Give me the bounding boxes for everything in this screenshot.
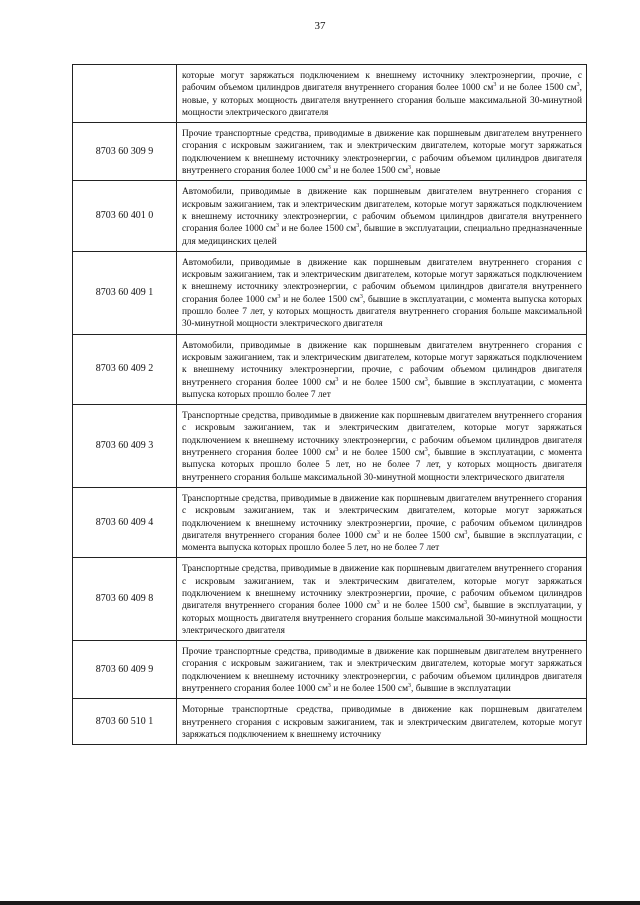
- table-row: [73, 558, 587, 641]
- description-cell: Автомобили, приводимые в движение как поршневым двигателем внутреннего сгорания с искровым зажиганием, так и электрическим двигателем, которые могут заряжаться подключением к внешнему источнику электроэнергии, с рабочим объемом цилиндров двигателя внутреннего сгорания более 1000 $см^3$ и не более 1500 $см^3$, бывшие в эксплуатации, с момента выпуска которых прошло более 7 лет, у которых мощность двигателя внутреннего сгорания больше максимальной 30-минутной мощности электрического двигателя: [177, 251, 587, 334]
- superscript: 3: [275, 223, 279, 230]
- code-cell: 8703 60 409 4: [73, 487, 177, 557]
- superscript: 3: [408, 682, 411, 689]
- code-cell: 8703 60 510 1: [73, 699, 177, 745]
- page-number: 37: [314, 20, 326, 32]
- superscript: 3: [424, 446, 428, 453]
- table-row: [73, 699, 587, 745]
- scan-edge-line: [0, 901, 640, 905]
- superscript: 3: [327, 682, 331, 689]
- tariff-code-table: [72, 64, 587, 745]
- table-row: [73, 65, 587, 123]
- superscript: 3: [327, 164, 331, 171]
- code-cell: 8703 60 409 2: [73, 334, 177, 404]
- code-cell: [73, 65, 177, 123]
- superscript: 3: [576, 82, 580, 89]
- code-cell: 8703 60 401 0: [73, 181, 177, 251]
- table-row: [73, 123, 587, 181]
- code-cell: 8703 60 409 3: [73, 405, 177, 488]
- code-cell: 8703 60 409 8: [73, 558, 177, 641]
- description-cell: Автомобили, приводимые в движение как поршневым двигателем внутреннего сгорания с искровым зажиганием, так и электрическим двигателем, которые могут заряжаться подключением к внешнему источнику электроэнергии, с рабочим объемом цилиндров двигателя внутреннего сгорания более 1000 $см^3$ и не более 1500 $см^3$, бывшие в эксплуатации, специально предназначенные для медицинских целей: [177, 181, 587, 251]
- description-cell: Автомобили, приводимые в движение как поршневым двигателем внутреннего сгорания с искровым зажиганием, так и электрическим двигателем, которые могут заряжаться подключением к внешнему источнику электроэнергии, прочие, с рабочим объемом цилиндров двигателя внутреннего сгорания более 1000 $см^3$ и не более 1500 $см^3$, бывшие в эксплуатации, с момента выпуска которых прошло более 7 лет: [177, 334, 587, 404]
- superscript: 3: [424, 376, 428, 383]
- description-cell: которые могут заряжаться подключением к внешнему источнику электроэнергии, прочие, с рабочим объемом цилиндров двигателя внутреннего сгорания более 1000 $см^3$ и не более 1500 $см^3$, новые, у которых мощность двигателя внутреннего сгорания больше максимальной 30-минутной мощности электрического двигателя: [177, 65, 587, 123]
- superscript: 3: [335, 376, 339, 383]
- code-cell: 8703 60 309 9: [73, 123, 177, 181]
- superscript: 3: [356, 223, 360, 230]
- description-cell: Транспортные средства, приводимые в движение как поршневым двигателем внутреннего сгорания с искровым зажиганием, так и электрическим двигателем, которые могут заряжаться подключением к внешнему источнику электроэнергии, прочие, с рабочим объемом цилиндров двигателя внутреннего сгорания более 1000 $см^3$ и не более 1500 $см^3$, бывшие в эксплуатации, у которых мощность двигателя внутреннего сгорания больше максимальной 30-минутной мощности электрического двигателя: [177, 558, 587, 641]
- description-cell: Транспортные средства, приводимые в движение как поршневым двигателем внутреннего сгорания с искровым зажиганием, так и электрическим двигателем, которые могут заряжаться подключением к внешнему источнику электроэнергии, с рабочим объемом цилиндров двигателя внутреннего сгорания более 1000 $см^3$ и не более 1500 $см^3$, бывшие в эксплуатации, с момента выпуска которых прошло более 5 лет, но не более 7 лет, у которых мощность двигателя внутреннего сгорания больше максимальной 30-минутной мощности электрического двигателя: [177, 405, 587, 488]
- description-cell: Моторные транспортные средства, приводимые в движение как поршневым двигателем внутреннего сгорания с искровым зажиганием, так и электрическим двигателем, которые могут заряжаться подключением к внешнему источнику: [177, 699, 587, 745]
- superscript: 3: [277, 293, 281, 300]
- table-row: [73, 181, 587, 251]
- table-row: [73, 405, 587, 488]
- superscript: 3: [493, 82, 497, 89]
- description-cell: Прочие транспортные средства, приводимые в движение как поршневым двигателем внутреннего сгорания с искровым зажиганием, так и электрическим двигателем, которые могут заряжаться подключением к внешнему источнику электроэнергии, с рабочим объемом цилиндров двигателя внутреннего сгорания более 1000 $см^3$ и не более 1500 $см^3$, новые: [177, 123, 587, 181]
- description-cell: Транспортные средства, приводимые в движение как поршневым двигателем внутреннего сгорания с искровым зажиганием, так и электрическим двигателем, которые могут заряжаться подключением к внешнему источнику электроэнергии, прочие, с рабочим объемом цилиндров двигателя внутреннего сгорания более 1000 $см^3$ и не более 1500 $см^3$, бывшие в эксплуатации, с момента выпуска которых прошло более 5 лет, но не более 7 лет: [177, 487, 587, 557]
- superscript: 3: [464, 600, 468, 607]
- table-row: [73, 641, 587, 699]
- table-row: [73, 251, 587, 334]
- table-row: [73, 487, 587, 557]
- superscript: 3: [464, 529, 468, 536]
- code-cell: 8703 60 409 1: [73, 251, 177, 334]
- table-row: [73, 334, 587, 404]
- superscript: 3: [335, 446, 339, 453]
- code-cell: 8703 60 409 9: [73, 641, 177, 699]
- superscript: 3: [376, 529, 380, 536]
- superscript: 3: [359, 293, 363, 300]
- description-cell: Прочие транспортные средства, приводимые в движение как поршневым двигателем внутреннего сгорания с искровым зажиганием, так и электрическим двигателем, которые могут заряжаться подключением к внешнему источнику электроэнергии, с рабочим объемом цилиндров двигателя внутреннего сгорания более 1000 $см^3$ и не более 1500 $см^3$, бывшие в эксплуатации: [177, 641, 587, 699]
- superscript: 3: [408, 164, 411, 171]
- superscript: 3: [376, 600, 380, 607]
